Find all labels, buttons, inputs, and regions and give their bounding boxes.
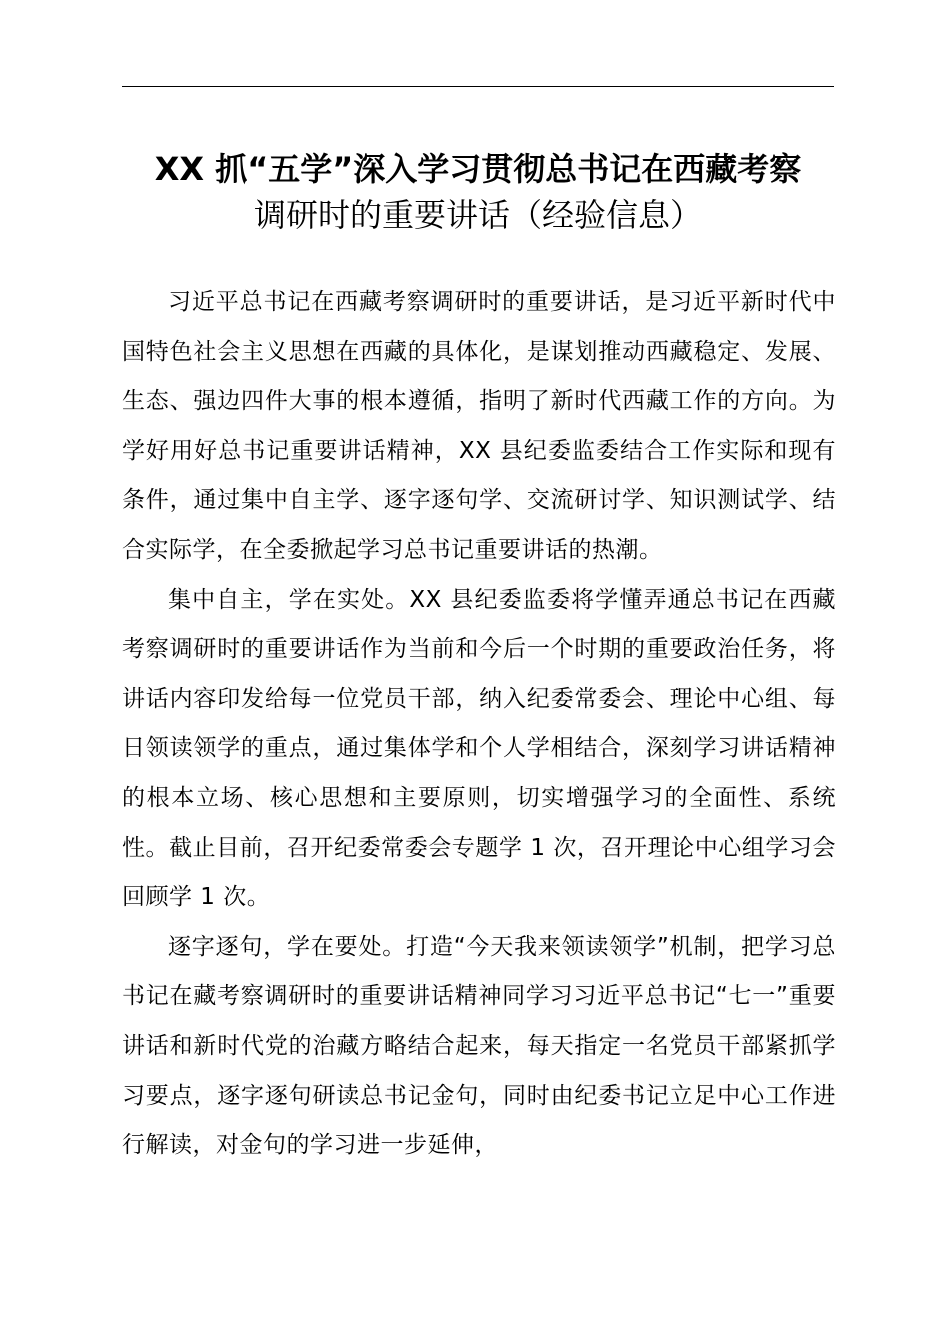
paragraph: 习近平总书记在西藏考察调研时的重要讲话，是习近平新时代中国特色社会主义思想在西藏的具体化，是谋划推动西藏稳定、发展、生态、强边四件大事的根本遵循，指明了新时代西藏工作的方向。为学好用好总书记重要讲话精神，XX 县纪委监委结合工作实际和现有条件，通过集中自主学、逐字逐句学、交流研讨学、知识测试学、结合实际学，在全委掀起学习总书记重要讲话的热潮。	[122, 289, 836, 563]
paragraph: 集中自主，学在实处。XX 县纪委监委将学懂弄通总书记在西藏考察调研时的重要讲话作为当前和今后一个时期的重要政治任务，将讲话内容印发给每一位党员干部，纳入纪委常委会、理论中心组、每日领读领学的重点，通过集体学和个人学相结合，深刻学习讲话精神的根本立场、核心思想和主要原则，切实增强学习的全面性、系统性。截止目前，召开纪委常委会专题学 1 次，召开理论中心组学习会回顾学 1 次。	[122, 586, 836, 911]
title-line-1: XX 抓“五学”深入学习贯彻总书记在西藏考察	[154, 150, 802, 188]
paragraph: 逐字逐句，学在要处。打造“今天我来领读领学”机制，把学习总书记在藏考察调研时的重要讲话精神同学习习近平总书记“七一”重要讲话和新时代党的治藏方略结合起来，每天指定一名党员干部紧抓学习要点，逐字逐句研读总书记金句，同时由纪委书记立足中心工作进行解读，对金句的学习进一步延伸，	[122, 933, 836, 1159]
title-line-2: 调研时的重要讲话（经验信息）	[253, 196, 702, 234]
document-title	[112, 146, 844, 238]
header-rule	[122, 86, 834, 87]
document-body	[122, 278, 836, 1171]
